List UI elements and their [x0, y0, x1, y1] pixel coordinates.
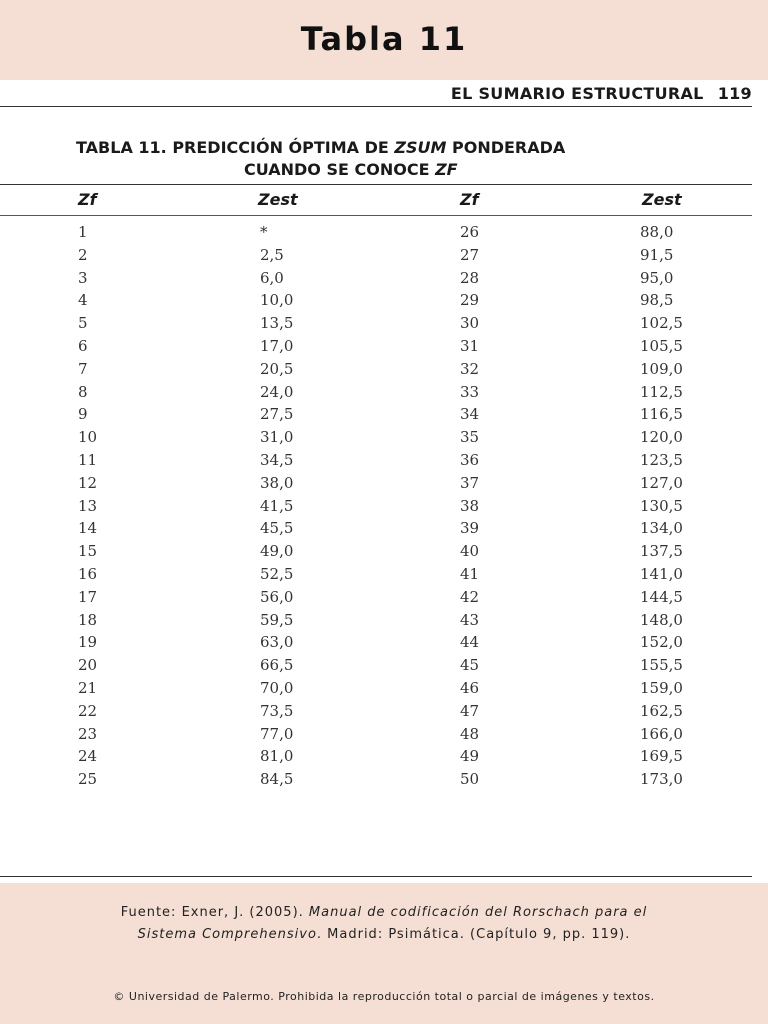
running-head-text: EL SUMARIO ESTRUCTURAL — [450, 84, 704, 103]
header-zest-1: Zest — [258, 190, 298, 209]
cell-zest: 27,5 — [260, 405, 294, 424]
caption-italic: ZF — [435, 160, 458, 179]
table-row — [0, 291, 768, 314]
header-top-rule — [0, 184, 752, 185]
table-row — [0, 405, 768, 428]
cell-zf: 17 — [78, 587, 98, 606]
cell-zf: 22 — [78, 701, 98, 720]
cell-zest: 49,0 — [260, 542, 294, 561]
cell-zf: 36 — [460, 450, 480, 469]
cell-zf: 39 — [460, 519, 480, 538]
running-head — [451, 84, 752, 103]
cell-zest: 88,0 — [640, 223, 674, 241]
source-line-1 — [0, 902, 768, 924]
cell-zest: 120,0 — [640, 428, 683, 447]
cell-zest: 137,5 — [640, 542, 683, 561]
table-row — [0, 725, 768, 748]
cell-zf: 10 — [78, 428, 98, 447]
cell-zf: 5 — [78, 314, 88, 333]
header-zest-2: Zest — [642, 190, 682, 209]
caption-text: TABLA 11. PREDICCIÓN ÓPTIMA DE — [76, 138, 395, 157]
source-citation — [0, 902, 768, 946]
cell-zf: 29 — [460, 291, 480, 310]
caption-text: PONDERADA — [446, 138, 566, 157]
cell-zest: 59,5 — [260, 610, 294, 629]
table-row — [0, 451, 768, 474]
cell-zf: 43 — [460, 610, 480, 629]
source-prefix: Fuente: Exner, J. (2005). — [120, 905, 309, 920]
cell-zf: 20 — [78, 656, 98, 675]
page-number: 119 — [717, 84, 752, 103]
table-row — [0, 588, 768, 611]
cell-zest: 98,5 — [640, 291, 674, 310]
cell-zest: 105,5 — [640, 336, 683, 355]
cell-zest: 52,5 — [260, 564, 294, 583]
cell-zest: 159,0 — [640, 678, 683, 697]
cell-zf: 50 — [460, 770, 480, 789]
cell-zf: 44 — [460, 633, 480, 652]
cell-zest: 134,0 — [640, 519, 683, 538]
cell-zf: 41 — [460, 564, 480, 583]
cell-zf: 1 — [78, 223, 88, 241]
table-row — [0, 679, 768, 702]
cell-zf: 42 — [460, 587, 480, 606]
cell-zest: 84,5 — [260, 770, 294, 789]
table-row — [0, 702, 768, 725]
cell-zf: 7 — [78, 359, 88, 378]
cell-zest: 63,0 — [260, 633, 294, 652]
copyright-notice: © Universidad de Palermo. Prohibida la reproducción total o parcial de imágenes y textos. — [113, 990, 655, 1003]
cell-zf: 35 — [460, 428, 480, 447]
cell-zest: * — [260, 223, 268, 241]
cell-zest: 17,0 — [260, 336, 294, 355]
cell-zf: 23 — [78, 724, 98, 743]
cell-zf: 37 — [460, 473, 480, 492]
cell-zest: 173,0 — [640, 770, 683, 789]
cell-zest: 13,5 — [260, 314, 294, 333]
header-bottom-rule — [0, 215, 752, 216]
cell-zf: 13 — [78, 496, 98, 515]
header-zf-1: Zf — [78, 190, 97, 209]
cell-zest: 141,0 — [640, 564, 683, 583]
cell-zf: 40 — [460, 542, 480, 561]
table-row — [0, 497, 768, 520]
table-row — [0, 770, 768, 793]
cell-zest: 166,0 — [640, 724, 683, 743]
cell-zest: 81,0 — [260, 747, 294, 766]
caption-italic: ZSUM — [394, 138, 447, 157]
cell-zest: 20,5 — [260, 359, 294, 378]
cell-zest: 38,0 — [260, 473, 294, 492]
cell-zf: 34 — [460, 405, 480, 424]
table-row — [0, 656, 768, 679]
cell-zest: 116,5 — [640, 405, 683, 424]
cell-zest: 2,5 — [260, 245, 284, 264]
table-row — [0, 428, 768, 451]
table-row — [0, 223, 768, 246]
top-rule — [0, 106, 752, 107]
cell-zf: 15 — [78, 542, 98, 561]
caption-text: CUANDO SE CONOCE — [244, 160, 436, 179]
cell-zf: 9 — [78, 405, 88, 424]
source-suffix: . Madrid: Psimática. (Capítulo 9, pp. 119). — [316, 927, 631, 942]
cell-zest: 144,5 — [640, 587, 683, 606]
cell-zest: 152,0 — [640, 633, 683, 652]
cell-zf: 28 — [460, 268, 480, 287]
table-row — [0, 611, 768, 634]
cell-zest: 66,5 — [260, 656, 294, 675]
cell-zest: 95,0 — [640, 268, 674, 287]
cell-zest: 148,0 — [640, 610, 683, 629]
cell-zf: 6 — [78, 336, 88, 355]
cell-zf: 18 — [78, 610, 98, 629]
cell-zest: 169,5 — [640, 747, 683, 766]
cell-zf: 48 — [460, 724, 480, 743]
cell-zest: 34,5 — [260, 450, 294, 469]
cell-zf: 19 — [78, 633, 98, 652]
cell-zf: 8 — [78, 382, 88, 401]
cell-zf: 49 — [460, 747, 480, 766]
cell-zf: 26 — [460, 223, 480, 241]
caption-line-1 — [76, 137, 752, 159]
cell-zf: 33 — [460, 382, 480, 401]
header-zf-2: Zf — [460, 190, 479, 209]
cell-zf: 12 — [78, 473, 98, 492]
cell-zest: 70,0 — [260, 678, 294, 697]
cell-zf: 2 — [78, 245, 88, 264]
table-row — [0, 565, 768, 588]
table-caption — [76, 137, 752, 181]
cell-zest: 31,0 — [260, 428, 294, 447]
cell-zest: 123,5 — [640, 450, 683, 469]
cell-zest: 6,0 — [260, 268, 284, 287]
table-row — [0, 246, 768, 269]
cell-zf: 47 — [460, 701, 480, 720]
page-title: Tabla 11 — [300, 20, 468, 58]
table-row — [0, 337, 768, 360]
cell-zest: 162,5 — [640, 701, 683, 720]
caption-line-2 — [76, 159, 752, 181]
table-row — [0, 542, 768, 565]
cell-zest: 41,5 — [260, 496, 294, 515]
table-row — [0, 519, 768, 542]
cell-zf: 3 — [78, 268, 88, 287]
source-title: Manual de codificación del Rorschach para el — [308, 905, 648, 920]
cell-zf: 38 — [460, 496, 480, 515]
cell-zest: 45,5 — [260, 519, 294, 538]
cell-zf: 4 — [78, 291, 88, 310]
cell-zf: 46 — [460, 678, 480, 697]
cell-zf: 16 — [78, 564, 98, 583]
cell-zest: 112,5 — [640, 382, 683, 401]
cell-zest: 77,0 — [260, 724, 294, 743]
cell-zest: 102,5 — [640, 314, 683, 333]
cell-zest: 130,5 — [640, 496, 683, 515]
cell-zest: 127,0 — [640, 473, 683, 492]
source-title: Sistema Comprehensivo — [137, 927, 317, 942]
table-row — [0, 633, 768, 656]
cell-zf: 32 — [460, 359, 480, 378]
cell-zf: 45 — [460, 656, 480, 675]
cell-zest: 155,5 — [640, 656, 683, 675]
table-row — [0, 474, 768, 497]
cell-zf: 14 — [78, 519, 98, 538]
table-row — [0, 747, 768, 770]
table-row — [0, 269, 768, 292]
cell-zest: 10,0 — [260, 291, 294, 310]
table-body — [0, 223, 768, 793]
table-bottom-rule — [0, 876, 752, 877]
cell-zf: 30 — [460, 314, 480, 333]
table-row — [0, 314, 768, 337]
cell-zf: 11 — [78, 450, 98, 469]
source-line-2 — [0, 924, 768, 946]
cell-zf: 25 — [78, 770, 98, 789]
cell-zest: 24,0 — [260, 382, 294, 401]
cell-zf: 21 — [78, 678, 98, 697]
cell-zf: 24 — [78, 747, 98, 766]
cell-zest: 109,0 — [640, 359, 683, 378]
table-row — [0, 383, 768, 406]
cell-zest: 73,5 — [260, 701, 294, 720]
table-row — [0, 360, 768, 383]
cell-zf: 27 — [460, 245, 480, 264]
cell-zf: 31 — [460, 336, 480, 355]
cell-zest: 56,0 — [260, 587, 294, 606]
cell-zest: 91,5 — [640, 245, 674, 264]
